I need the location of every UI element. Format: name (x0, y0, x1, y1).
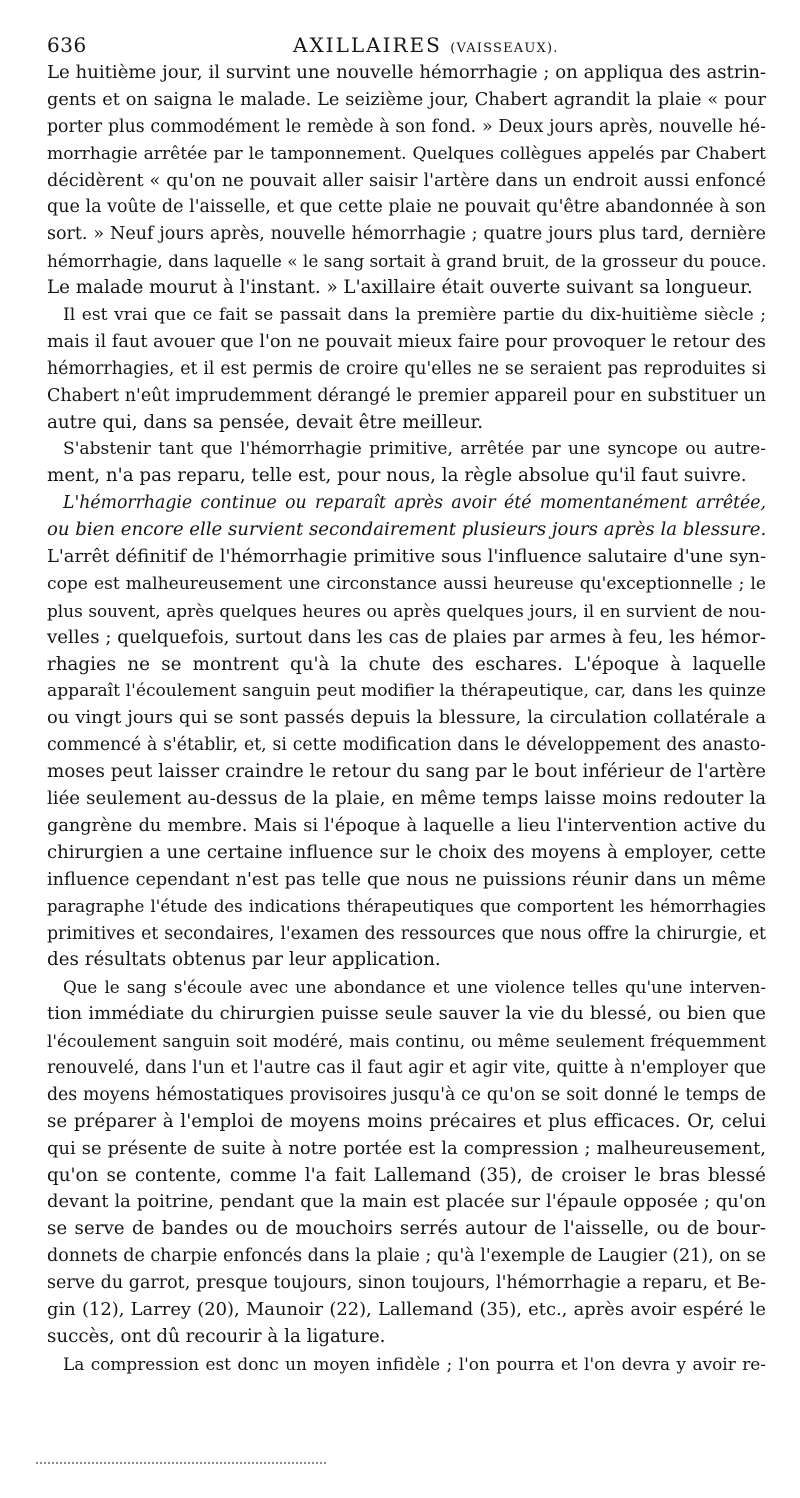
text-line: rhagies ne se montrent qu'à la chute des eschares. L'époque à laquelle (47, 653, 766, 675)
text-line: gents et on saigna le malade. Le seizième jour, Chabert agrandit la plaie « pour (47, 89, 766, 110)
text-line: L'arrêt définitif de l'hémorrhagie primitive sous l'influence salutaire d'une syn- (47, 546, 766, 568)
text-line: des résultats obtenus par leur application. (47, 949, 441, 971)
text-line: mais il faut avouer que l'on ne pouvait mieux faire pour provoquer le retour des (47, 331, 766, 352)
text-line: des moyens hémostatiques provisoires jusqu'à ce qu'on se soit donné le temps de (47, 1084, 766, 1105)
page-header (47, 30, 766, 60)
text-line: donnets de charpie enfoncés dans la plaie ; qu'à l'exemple de Laugier (21), on se (47, 1246, 766, 1267)
text-line: porter plus commodément le remède à son fond. » Deux jours après, nouvelle hé- (47, 116, 766, 137)
running-title (293, 30, 559, 64)
text-line: cope est malheureusement une circonstance aussi heureuse qu'exceptionnelle ; le (47, 573, 766, 594)
text-line: serve du garrot, presque toujours, sinon toujours, l'hémorrhagie a reparu, et Be- (47, 1273, 766, 1294)
text-line: Chabert n'eût imprudemment dérangé le premier appareil pour en substituer un (47, 385, 766, 406)
text-line: influence cependant n'est pas telle que nous ne puissions réunir dans un même (47, 869, 766, 890)
text-line: l'écoulement sanguin soit modéré, mais continu, ou même seulement fréquemment (47, 1031, 766, 1052)
text-line: gin (12), Larrey (20), Maunoir (22), Lallemand (35), etc., après avoir espéré le (47, 1298, 766, 1320)
text-line: La compression est donc un moyen infidèle ; l'on pourra et l'on devra y avoir re- (63, 1353, 766, 1374)
text-line: gangrène du membre. Mais si l'époque à laquelle a lieu l'intervention active du (47, 815, 766, 836)
document-page (47, 30, 766, 1378)
text-line: velles ; quelquefois, surtout dans les cas de plaies par armes à feu, les hémor- (47, 626, 766, 648)
text-line: morrhagie arrêtée par le tamponnement. Quelques collègues appelés par Chabert (47, 143, 766, 164)
text-line: ou bien encore elle survient secondairement plusieurs jours après la blessure. (47, 519, 767, 541)
text-line: paragraphe l'étude des indications thérapeutiques que comportent les hémorrhagies (47, 896, 766, 916)
text-line: que la voûte de l'aisselle, et que cette plaie ne pouvait qu'être abandonnée à son (47, 197, 766, 218)
text-line: Le huitième jour, il survint une nouvelle hémorrhagie ; on appliqua des astrin- (47, 62, 766, 83)
text-line: qui se présente de suite à notre portée est la compression ; malheureusement, (47, 1137, 766, 1159)
text-line: se préparer à l'emploi de moyens moins précaires et plus efficaces. Or, celui (47, 1110, 766, 1132)
text-line: apparaît l'écoulement sanguin peut modifier la thérapeutique, car, dans les quinze (47, 681, 766, 702)
text-line: primitives et secondaires, l'examen des ressources que nous offre la chirurgie, et (47, 923, 766, 944)
text-line: ou vingt jours qui se sont passés depuis la blessure, la circulation collatérale a (47, 707, 766, 729)
text-line: liée seulement au-dessus de la plaie, en même temps laisse moins redouter la (47, 788, 766, 810)
text-line: Le malade mourut à l'instant. » L'axillaire était ouverte suivant sa longueur. (47, 277, 753, 299)
text-line: commencé à s'établir, et, si cette modification dans le développement des anasto- (47, 735, 766, 756)
page-number: 636 (47, 33, 87, 57)
text-line: succès, ont dû recourir à la ligature. (47, 1325, 386, 1347)
text-line: Que le sang s'écoule avec une abondance et une violence telles qu'une interven- (63, 977, 766, 998)
text-line: L'hémorrhagie continue ou reparaît après avoir été momentanément arrêtée, (63, 493, 766, 514)
text-line: autre qui, dans sa pensée, devait être meilleur. (47, 411, 484, 433)
text-line: devant la poitrine, pendant que la main est placée sur l'épaule opposée ; qu'on (47, 1191, 766, 1213)
running-title-main: AXILLAIRES (293, 33, 442, 57)
running-title-subtitle: (VAISSEAUX). (450, 41, 559, 56)
body-text (47, 60, 766, 1378)
text-line: hémorrhagie, dans laquelle « le sang sortait à grand bruit, de la grosseur du pouce. (47, 251, 767, 272)
text-line: Il est vrai que ce fait se passait dans la première partie du dix-huitième siècle ; (63, 305, 766, 326)
text-line: tion immédiate du chirurgien puisse seule sauver la vie du blessé, ou bien que (47, 1003, 766, 1025)
text-line: qu'on se contente, comme l'a fait Lallemand (35), de croiser le bras blessé (47, 1164, 766, 1186)
text-line: ment, n'a pas reparu, telle est, pour nous, la règle absolue qu'il faut suivre. (47, 465, 747, 487)
footer-rule (36, 1462, 326, 1464)
text-line: plus souvent, après quelques heures ou après quelques jours, il en survient de nou- (47, 600, 766, 621)
text-line: sort. » Neuf jours après, nouvelle hémorrhagie ; quatre jours plus tard, dernière (47, 224, 766, 245)
text-line: moses peut laisser craindre le retour du sang par le bout inférieur de l'artère (47, 761, 766, 783)
text-line: décidèrent « qu'on ne pouvait aller saisir l'artère dans un endroit aussi enfoncé (47, 170, 766, 191)
text-line: S'abstenir tant que l'hémorrhagie primitive, arrêtée par une syncope ou autre- (63, 439, 766, 460)
text-line: se serve de bandes ou de mouchoirs serrés autour de l'aisselle, ou de bour- (47, 1218, 766, 1240)
text-line: hémorrhagies, et il est permis de croire qu'elles ne se seraient pas reproduites si (47, 358, 766, 379)
text-line: renouvelé, dans l'un et l'autre cas il faut agir et agir vite, quitte à n'employer que (47, 1057, 766, 1078)
text-line: chirurgien a une certaine influence sur le choix des moyens à employer, cette (47, 841, 766, 863)
